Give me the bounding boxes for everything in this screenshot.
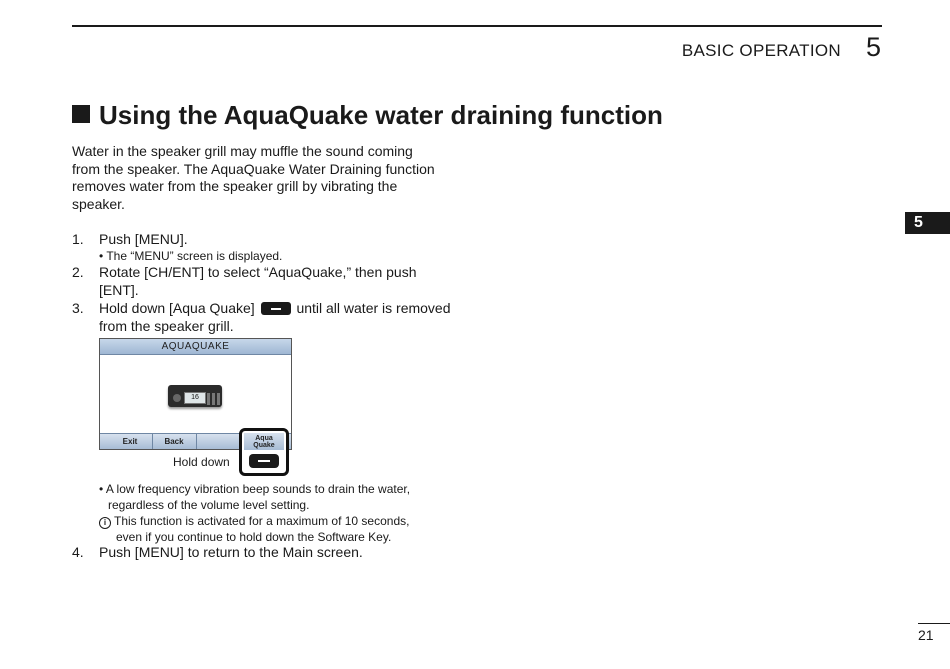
step-subnote: • The “MENU” screen is displayed. <box>99 248 283 263</box>
aqua-quake-label: Aqua Quake <box>244 433 284 450</box>
radio-buttons-icon <box>207 393 221 405</box>
step-text: Push [MENU] to return to the Main screen. <box>99 544 363 560</box>
note-info-cont: even if you continue to hold down the Software Key. <box>116 530 392 544</box>
section-heading <box>72 100 663 131</box>
step-text: Push [MENU]. <box>99 231 188 247</box>
lcd-title: AQUAQUAKE <box>100 339 291 355</box>
note-bullet-cont: regardless of the volume level setting. <box>108 498 310 512</box>
step-text: Hold down [Aqua Quake] until all water is removed <box>99 300 451 316</box>
chapter-number: 5 <box>866 32 882 62</box>
step-text: [ENT]. <box>99 281 139 298</box>
footer-rule <box>918 623 950 624</box>
square-bullet-icon <box>72 105 90 123</box>
radio-channel: 16 <box>184 392 206 404</box>
step-number: 4. <box>72 544 84 560</box>
chapter-side-tab: 5 <box>905 212 950 234</box>
step-number: 1. <box>72 231 84 247</box>
step-number: 2. <box>72 264 84 280</box>
softkey-back: Back <box>152 434 197 449</box>
intro-paragraph <box>72 143 462 213</box>
software-key-icon <box>261 302 291 315</box>
hold-down-label: Hold down <box>173 455 230 469</box>
notes <box>99 481 459 545</box>
note-bullet: • A low frequency vibration beep sounds to drain the water, <box>99 482 411 496</box>
intro-line: Water in the speaker grill may muffle the sound coming <box>72 143 413 159</box>
intro-line: speaker. <box>72 195 125 212</box>
intro-line: from the speaker. The AquaQuake Water Draining function <box>72 160 435 177</box>
step-text: from the speaker grill. <box>99 317 234 334</box>
page-number: 21 <box>918 627 934 643</box>
chapter-title: BASIC OPERATION <box>681 41 841 60</box>
aqua-quake-softkey <box>239 428 289 476</box>
section-heading-text: Using the AquaQuake water draining function <box>99 100 663 130</box>
note-info: i This function is activated for a maximum of 10 seconds, <box>99 513 459 529</box>
softkey-exit: Exit <box>108 434 153 449</box>
knob-icon <box>173 394 181 402</box>
header-rule <box>72 25 882 27</box>
step-text: Rotate [CH/ENT] to select “AquaQuake,” then push <box>99 264 417 280</box>
radio-icon <box>166 381 224 411</box>
softkey-blank <box>196 434 241 449</box>
step-number: 3. <box>72 300 84 316</box>
intro-line: removes water from the speaker grill by vibrating the <box>72 178 398 195</box>
software-key-button-icon <box>249 454 279 468</box>
info-icon: i <box>99 517 111 529</box>
